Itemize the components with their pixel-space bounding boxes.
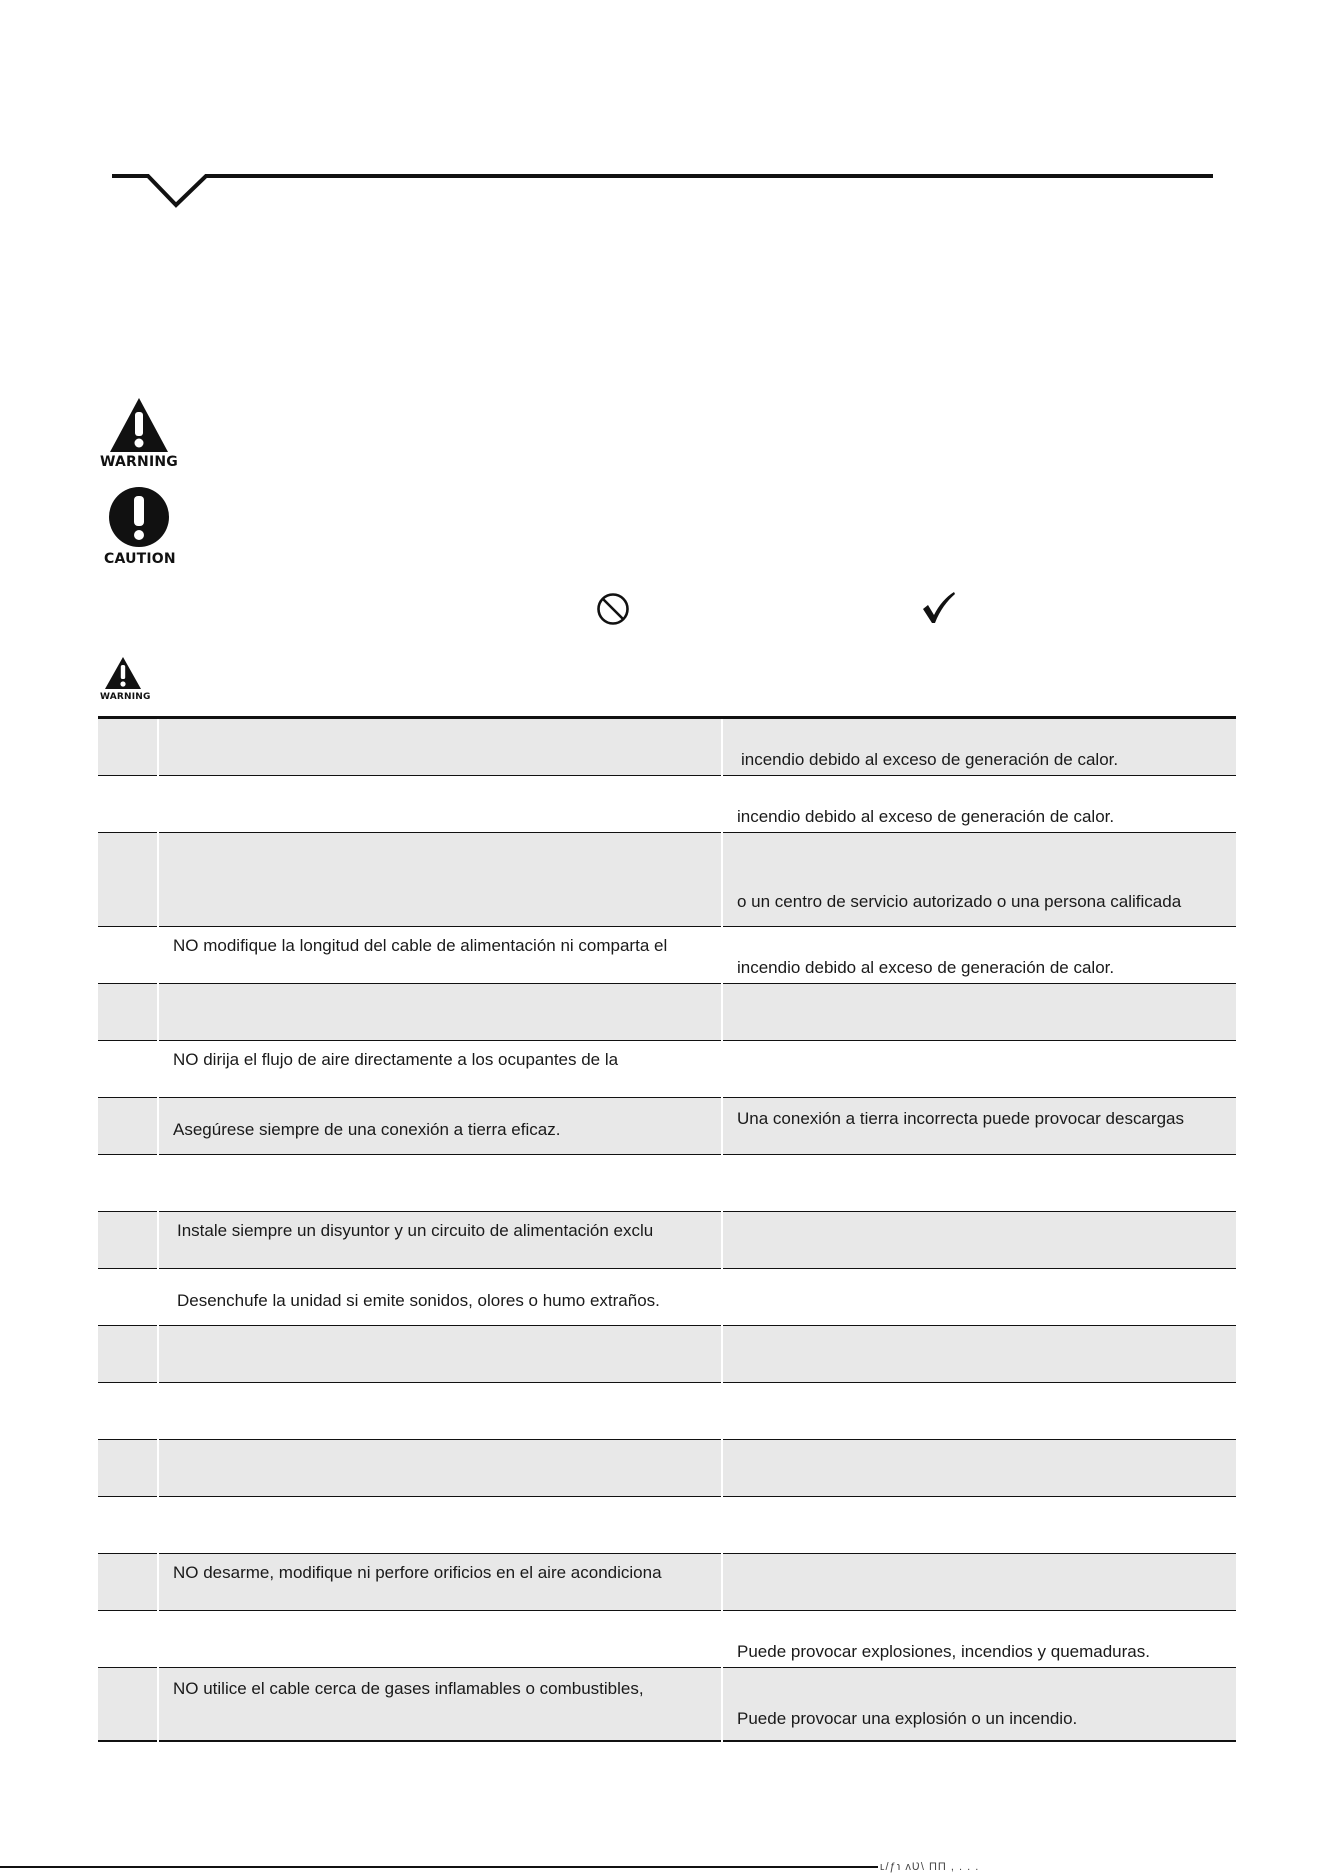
note-cell bbox=[722, 984, 1236, 1041]
instruction-text: NO dirija el flujo de aire directamente a los ocupantes de la bbox=[173, 1050, 619, 1069]
table-row bbox=[98, 833, 1236, 927]
note-cell bbox=[722, 1269, 1236, 1326]
row-icon-cell bbox=[98, 1383, 158, 1440]
instruction-text: NO desarme, modifique ni perfore orificios en el aire acondiciona bbox=[173, 1563, 662, 1582]
instruction-cell bbox=[158, 1611, 722, 1668]
note-text: Una conexión a tierra incorrecta puede provocar descargas bbox=[737, 1109, 1184, 1128]
table-row bbox=[98, 1440, 1236, 1497]
note-cell bbox=[722, 1212, 1236, 1269]
note-text: o un centro de servicio autorizado o una persona calificada bbox=[737, 891, 1182, 911]
instruction-cell bbox=[158, 1155, 722, 1212]
note-cell bbox=[722, 1668, 1236, 1742]
instruction-cell bbox=[158, 1212, 722, 1269]
instruction-cell bbox=[158, 718, 722, 776]
table-row bbox=[98, 718, 1236, 776]
note-cell bbox=[722, 833, 1236, 927]
note-text: Puede provocar una explosión o un incendio. bbox=[737, 1709, 1078, 1728]
table-row bbox=[98, 1668, 1236, 1742]
note-cell bbox=[722, 1098, 1236, 1155]
instruction-cell bbox=[158, 1440, 722, 1497]
warning-label: WARNING bbox=[100, 454, 178, 470]
safety-instructions-table bbox=[98, 716, 1236, 1742]
instruction-cell bbox=[158, 1668, 722, 1742]
note-cell bbox=[722, 776, 1236, 833]
check-mark-icon bbox=[920, 590, 956, 626]
row-icon-cell bbox=[98, 1269, 158, 1326]
instruction-text: Instale siempre un disyuntor y un circuito de alimentación exclu bbox=[177, 1221, 654, 1240]
row-icon-cell bbox=[98, 776, 158, 833]
table-row bbox=[98, 1155, 1236, 1212]
note-cell bbox=[722, 1155, 1236, 1212]
instruction-cell bbox=[158, 1497, 722, 1554]
table-row bbox=[98, 1497, 1236, 1554]
table-row bbox=[98, 1326, 1236, 1383]
instruction-text: Asegúrese siempre de una conexión a tierra eficaz. bbox=[173, 1120, 561, 1139]
instruction-cell bbox=[158, 776, 722, 833]
row-icon-cell bbox=[98, 718, 158, 776]
instruction-cell bbox=[158, 1383, 722, 1440]
instruction-cell bbox=[158, 833, 722, 927]
warning-triangle-icon bbox=[108, 396, 170, 454]
row-icon-cell bbox=[98, 1440, 158, 1497]
instruction-cell bbox=[158, 984, 722, 1041]
table-row bbox=[98, 984, 1236, 1041]
note-cell bbox=[722, 1041, 1236, 1098]
footer-rule bbox=[0, 1866, 878, 1868]
table-row bbox=[98, 927, 1236, 984]
table-row bbox=[98, 1212, 1236, 1269]
row-icon-cell bbox=[98, 1668, 158, 1742]
note-cell bbox=[722, 1440, 1236, 1497]
row-icon-cell bbox=[98, 1554, 158, 1611]
row-icon-cell bbox=[98, 1212, 158, 1269]
note-text: Puede provocar explosiones, incendios y quemaduras. bbox=[737, 1642, 1150, 1661]
note-cell bbox=[722, 1383, 1236, 1440]
instruction-text: Desenchufe la unidad si emite sonidos, olores o humo extraños. bbox=[177, 1291, 660, 1310]
note-text: incendio debido al exceso de generación de calor. bbox=[741, 750, 1119, 769]
section-header-rule bbox=[0, 0, 1324, 220]
caution-exclamation-icon bbox=[108, 486, 170, 548]
prohibited-circle-icon bbox=[596, 592, 630, 626]
row-icon-cell bbox=[98, 927, 158, 984]
note-text: incendio debido al exceso de generación de calor. bbox=[737, 958, 1115, 977]
table-row bbox=[98, 776, 1236, 833]
instruction-cell bbox=[158, 1326, 722, 1383]
row-icon-cell bbox=[98, 1326, 158, 1383]
table-row bbox=[98, 1098, 1236, 1155]
instruction-cell bbox=[158, 1269, 722, 1326]
instruction-cell bbox=[158, 1041, 722, 1098]
note-cell bbox=[722, 927, 1236, 984]
table-row bbox=[98, 1611, 1236, 1668]
row-icon-cell bbox=[98, 1155, 158, 1212]
instruction-cell bbox=[158, 1554, 722, 1611]
instruction-cell bbox=[158, 927, 722, 984]
instruction-text: NO modifique la longitud del cable de alimentación ni comparta el bbox=[173, 936, 668, 955]
footer-text-fragment: ʟ/ƒ℩ ʌƲ\ ΠΠ , . . . bbox=[880, 1861, 980, 1873]
instruction-text: NO utilice el cable cerca de gases inflamables o combustibles, bbox=[173, 1679, 644, 1698]
note-cell bbox=[722, 718, 1236, 776]
instruction-cell bbox=[158, 1098, 722, 1155]
note-cell bbox=[722, 1554, 1236, 1611]
row-icon-cell bbox=[98, 1497, 158, 1554]
note-cell bbox=[722, 1326, 1236, 1383]
note-cell bbox=[722, 1497, 1236, 1554]
note-cell bbox=[722, 1611, 1236, 1668]
caution-label: CAUTION bbox=[104, 551, 176, 567]
section-warning-label: WARNING bbox=[100, 692, 151, 702]
row-icon-cell bbox=[98, 1098, 158, 1155]
table-row bbox=[98, 1383, 1236, 1440]
table-row bbox=[98, 1269, 1236, 1326]
table-row bbox=[98, 1041, 1236, 1098]
row-icon-cell bbox=[98, 1041, 158, 1098]
row-icon-cell bbox=[98, 1611, 158, 1668]
note-text: incendio debido al exceso de generación de calor. bbox=[737, 807, 1115, 826]
section-warning-icon bbox=[104, 656, 142, 690]
table-row bbox=[98, 1554, 1236, 1611]
row-icon-cell bbox=[98, 833, 158, 927]
row-icon-cell bbox=[98, 984, 158, 1041]
